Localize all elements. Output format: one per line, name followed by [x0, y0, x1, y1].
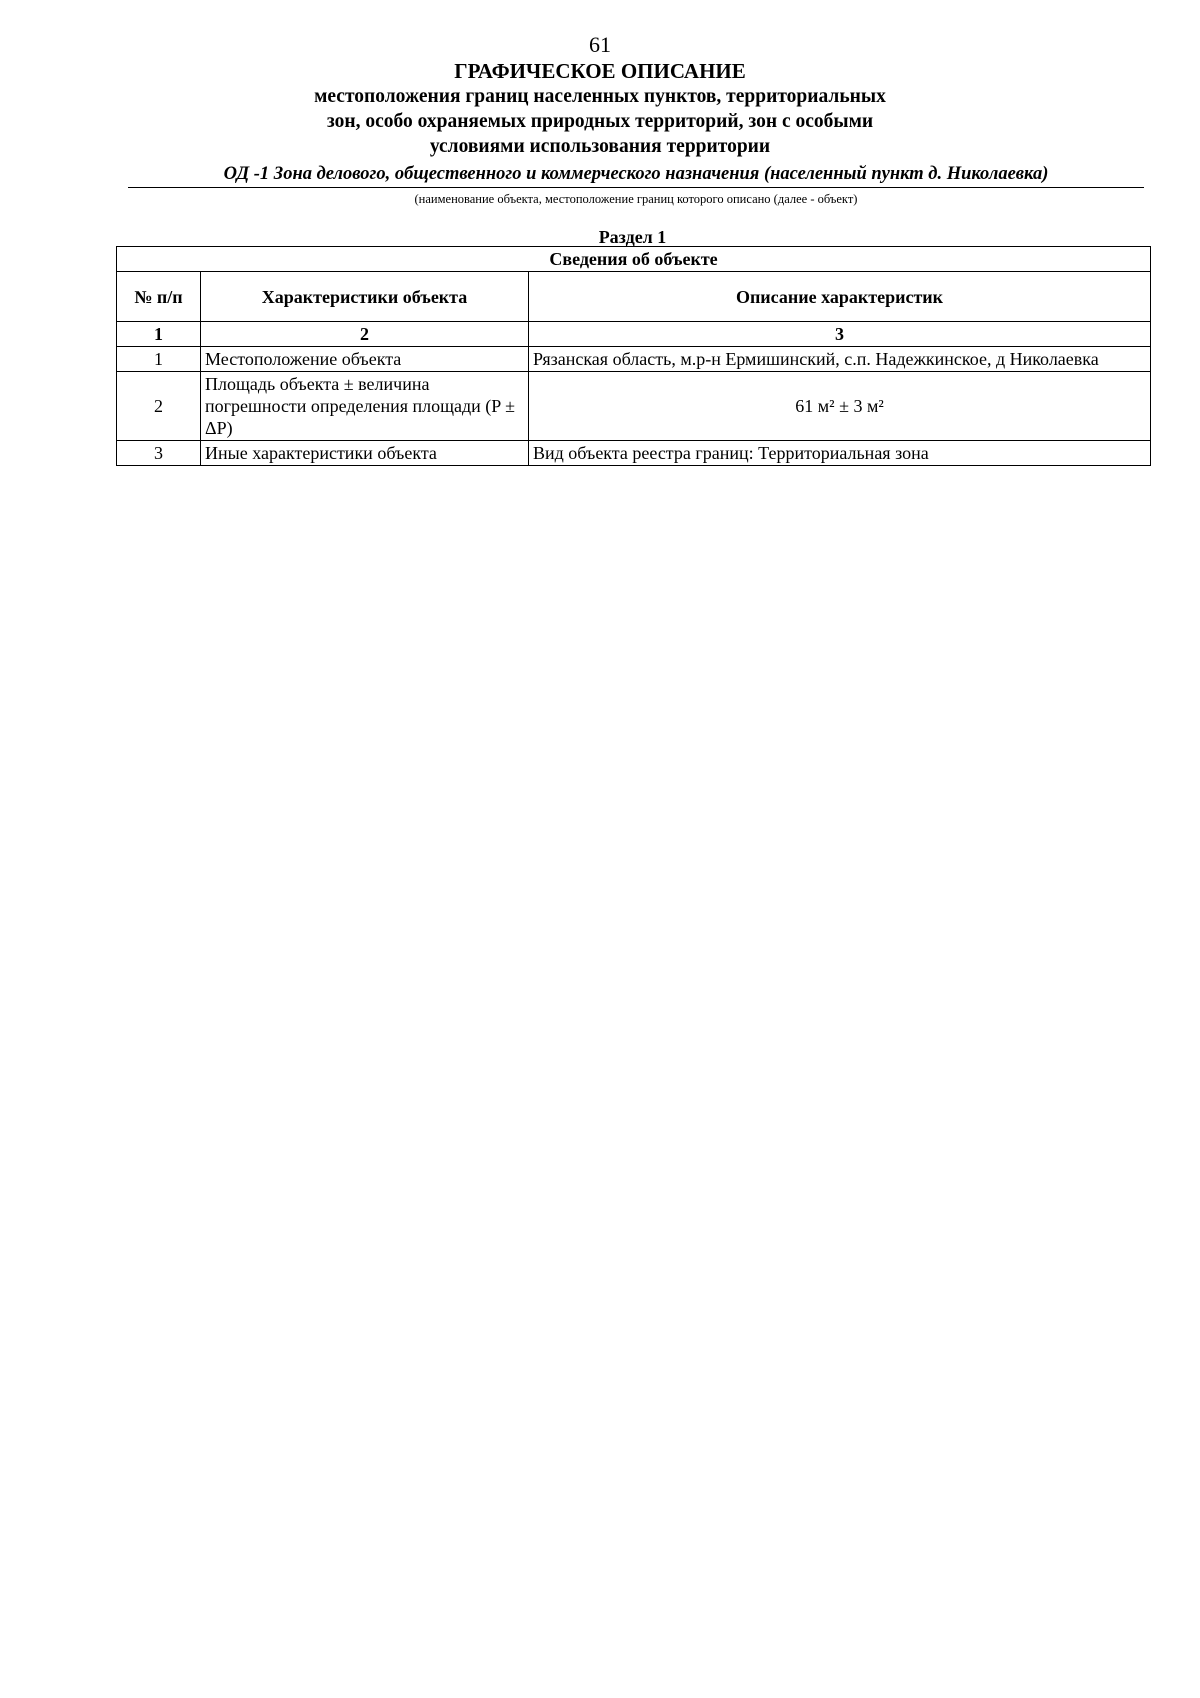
- row-number: 1: [117, 347, 201, 372]
- table-row: [117, 372, 1151, 441]
- table-row: [117, 441, 1151, 466]
- document-subtitle-line-1: местоположения границ населенных пунктов, территориальных: [314, 86, 886, 107]
- row-characteristic: Площадь объекта ± величина погрешности определения площади (P ± ΔP): [201, 372, 529, 441]
- column-number-row: [117, 322, 1151, 347]
- header-description: Описание характеристик: [529, 272, 1151, 322]
- table-row: [117, 347, 1151, 372]
- header-characteristic: Характеристики объекта: [201, 272, 529, 322]
- row-characteristic: Местоположение объекта: [201, 347, 529, 372]
- section-title: Раздел 1: [598, 227, 667, 247]
- document-subtitle-line-3: условиями использования территории: [429, 136, 771, 157]
- object-name-caption: (наименование объекта, местоположение границ которого описано (далее - объект): [414, 192, 858, 206]
- object-info-table: [116, 246, 1151, 466]
- table-header-row: [117, 272, 1151, 322]
- column-number-2: 2: [201, 322, 529, 347]
- column-number-3: 3: [529, 322, 1151, 347]
- document-title-block: [0, 58, 1200, 159]
- row-characteristic: Иные характеристики объекта: [201, 441, 529, 466]
- row-number: 2: [117, 372, 201, 441]
- column-number-1: 1: [117, 322, 201, 347]
- row-number: 3: [117, 441, 201, 466]
- header-number: № п/п: [117, 272, 201, 322]
- object-name: ОД -1 Зона делового, общественного и коммерческого назначения (населенный пункт д. Николаевка): [128, 162, 1144, 188]
- document-subtitle-line-2: зон, особо охраняемых природных территорий, зон с особыми: [326, 111, 874, 132]
- row-description: Вид объекта реестра границ: Территориальная зона: [529, 441, 1151, 466]
- document-title: ГРАФИЧЕСКОЕ ОПИСАНИЕ: [454, 59, 746, 83]
- row-description: Рязанская область, м.р-н Ермишинский, с.п. Надежкинское, д Николаевка: [529, 347, 1151, 372]
- page-number: 61: [589, 32, 611, 57]
- table-title: Сведения об объекте: [117, 247, 1151, 272]
- table-title-row: [117, 247, 1151, 272]
- row-description: 61 м² ± 3 м²: [529, 372, 1151, 441]
